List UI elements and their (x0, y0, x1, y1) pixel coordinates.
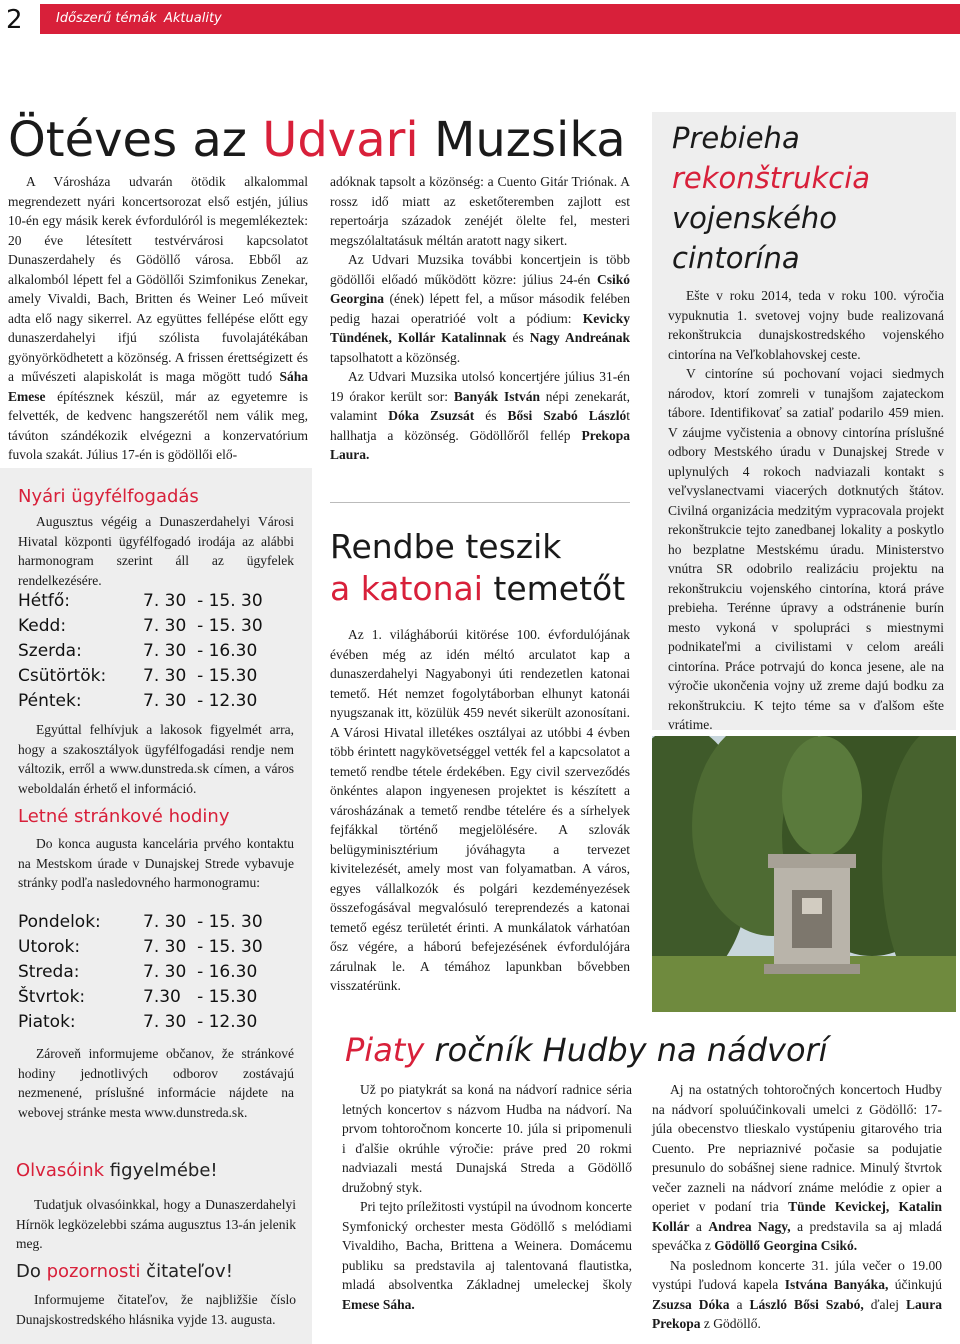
section-header-bar (40, 4, 960, 34)
cemetery-sk-title-2: rekonštrukcia (672, 161, 871, 195)
reader-sk-title-red: pozornosti (46, 1261, 141, 1282)
cemetery-sk-text (668, 286, 944, 735)
reader-sk-text: Informujeme čitateľov, že najbližšie číslo Dunajskostredského hlásnika vyjde 13. augusta. (16, 1292, 296, 1327)
table-row (18, 985, 298, 1010)
time-range: 7. 30 - 12.30 (143, 1012, 258, 1032)
time-range: 7. 30 - 12.30 (143, 691, 258, 711)
time-range: 7. 30 - 15.30 (143, 666, 258, 686)
main-col2-para-a: adóknak tapsolt a közönség: a Cuento Gitár Triónak. A rossz idő miatt az esketőteremben zajlott est repertoárja századok zenéjét ölelte fel, mesteri megszólaltatásuk méltán aratott nagy sikert. (330, 174, 630, 248)
cemetery-sk-title (672, 118, 870, 278)
day-label: Piatok: (18, 1012, 76, 1032)
cemetery-hu-title (330, 526, 625, 610)
reader-hu-text: Tudatjuk olvasóinkkal, hogy a Dunaszerdahelyi Hírnök legközelebbi száma augusztus 13-án jelenik meg. (16, 1197, 296, 1251)
page-number: 2 (6, 5, 23, 35)
cemetery-sk-para-2: V cintoríne sú pochovaní vojaci siedmych národov, ktorí zomreli v tunajšom zajateckom tábore. Identifikovať sa zatiaľ podarilo 459 mien. V záujme vyčistenia a obnovy cintorína príslušné odbory Mestského úradu v Dunajskej Strede v uplynulých 4 rokoch nadviazali kontakt s veľvyslanectvami viacerých dotknutých štátov. Civilná organizácia medzitým vypracovala projekt rekonštrukcie tejto zanedbanej lokality a poskytlo ho bezplatne Mestskému úradu. Ministerstvo vnútra SR odobrilo realizáciu projektu na rekonštrukciu vojenského cintorína, ktorá práve prebieha. Terénne úpravy a odstránenie burín mesto vykoná v spolupráci s miestnymi podnikateľmi a civilistami v celom areáli cintorína. Práce potrvajú do konca jesene, ale na výročie ukončenia vojny už zreme dajú bodku za rekonštrukciu. K tejto téme sa v ďalšom ešte vrátime. (668, 366, 944, 732)
cemetery-photo-image (652, 736, 956, 1012)
cemetery-sk-para-1: Ešte v roku 2014, teda v roku 100. výročia vypuknutia 1. svetovej vojny bude realizovaná rekonštrukcia dunajskostredského vojenského cintorína na Veľkoblahovskej ceste. (668, 288, 944, 362)
table-row (18, 960, 298, 985)
day-label: Pondelok: (18, 912, 101, 932)
time-range: 7.30 - 15.30 (143, 987, 258, 1007)
office-hours-sk-intro: Do konca augusta kancelária prvého kontaktu na Mestskom úrade v Dunajskej Strede vybavuje stránky podľa nasledovného harmonogramu: (18, 836, 294, 890)
main-col1-name: Sáha Emese (8, 369, 308, 404)
reader-sk-title (16, 1261, 233, 1282)
main-title-part2: Udvari (262, 112, 419, 168)
main-col1-text-a: A Városháza udvarán ötödik alkalommal megrendezett nyári koncertsorozat első estjén, július 10-én egy másik kerek évfordulóról is megemlékeztek: 20 éve létesített testvérvárosi kapcsolatot Dunaszerdahely és Gödöllő városa. Ebből az alkalomból lépett fel a Gödöllői Szimfonikus Zenekar, amely Vivaldi, Bach, Britten és Weiner Leó műveit adta elő nagy sikerrel. Az együttes fellépése előtt egy dunaszerdahelyi ifjú szólista fuvolajátékában gyönyörködhetett a közönség. A frissen érettségizett és a művészeti alapiskolát is maga mögött tudó (8, 174, 308, 384)
music-sk-para-a: Už po piatykrát sa koná na nádvorí radnice séria letných koncertov s názvom Hudba na nádvorí. Na prvom tohtoročnom koncerte 10. júla si pripomenuli i ďalšie okrúhle výročie: práve pred 20 rokmi nadviazali mestá Dunajská Streda a Gödöllő družobný styk. (342, 1082, 632, 1195)
reader-hu-title (16, 1160, 218, 1181)
table-row (18, 639, 298, 664)
table-row (18, 910, 298, 935)
table-row (18, 1010, 298, 1035)
section-label-hu: Időszerű témák (56, 11, 157, 26)
main-col2-para-b: Az Udvari Muzsika további koncertjein is több gödöllői előadó működött közre: július 24-én Csikó Georgina (ének) lépett fel, a műsor második felében pedig hazai operatrióé volt a pódium: Kevicky Tündének, Kollár Katalinnak és Nagy Andreának tapsolhatott a közönség. (330, 252, 631, 365)
main-col2-para-c: Az Udvari Muzsika utolsó koncertjére július 31-én 19 órakor került sor: Banyák István népi zenekarát, valamint Dóka Zsuzsát és Bősi Szabó Lászlót hallhatja a közönség. Gödöllőről fellép Prekopa Laura. (330, 369, 630, 462)
music-sk-col1 (342, 1080, 632, 1314)
cemetery-hu-title-rest: temetőt (482, 569, 626, 608)
cemetery-hu-text: Az 1. világháborúi kitörése 100. évfordulójának évében még az idén méltó arculatot kap a dunaszerdahelyi Nagyabonyi úti rendezetlen katonai temető. Hét nemzet fogolytáborban elhunyt katonái nyugszanak itt, közülük 459 nevét sikerült azonosítani. A Városi Hivatal illetékes osztályai az utóbbi 4 évben több érintett nagykövetséggel vették fel a kapcsolatot a temető rendbe tétele érdekében. Egy civil szerveződés önkéntes alapon ingyenesen projektet is készített a városházának a temető rendbe tételére és a sírhelyek fejfákkal történő megjelölésére. A szlovák belügyminisztérium jóváhagyta a tervezet kivitelezését, amely most van folyamatban. A város, egyes vállalkozók és polgári kezdeményezések összefogásával megvalósuló tereprendezés a katonai temető egész területét érinti. A munkálatok várhatóan ősz végére, a háború befejezésének évfordulójára zárulnak le. A témához lapunkban bővebben visszatérünk. (330, 627, 630, 993)
time-range: 7. 30 - 15. 30 (143, 616, 263, 636)
day-label: Csütörtök: (18, 666, 107, 686)
cemetery-hu-title-line1: Rendbe teszik (330, 527, 562, 566)
reader-hu-title-dark: figyelmébe! (104, 1160, 218, 1181)
table-row (18, 664, 298, 689)
table-row (18, 614, 298, 639)
table-row (18, 935, 298, 960)
music-sk-para-b: Pri tejto príležitosti vystúpil na úvodnom koncerte Symfonický orchester mesta Gödöllő s melódiami Vivaldiho, Bacha, Brittena a Weinera. Domácemu publiku sa predstavila aj talentovaná flautistka, mladá absolventka Základnej umeleckej školy Emese Sáha. (342, 1199, 632, 1312)
cemetery-hu-title-red: a katonai (330, 569, 483, 608)
time-range: 7. 30 - 15. 30 (143, 591, 263, 611)
table-row (18, 689, 298, 714)
day-label: Hétfő: (18, 591, 71, 611)
day-label: Streda: (18, 962, 80, 982)
music-sk-title (345, 1028, 828, 1072)
section-label-sk: Aktuality (164, 11, 222, 26)
music-sk-title-rest: ročník Hudby na nádvorí (424, 1031, 828, 1069)
office-hours-hu-intro: Augusztus végéig a Dunaszerdahelyi Városi Hivatal központi ügyfélfogadó irodája az alábbi harmonogram szerint áll az ügyfelek rendelkezésére. (18, 514, 294, 588)
office-hours-sk-table (18, 910, 298, 1035)
section-divider (330, 502, 630, 503)
day-label: Štvrtok: (18, 987, 86, 1007)
reader-sk-title-2: čitateľov! (140, 1261, 233, 1282)
music-sk-title-red: Piaty (345, 1031, 425, 1069)
main-col1-text-b: építésznek készül, már az egyetemre is felvették, de kedvenc hangszerétől nem válik meg, távúton szándékozik elvégezni a konzervatórium fuvola szakát. Július 17-én is gödöllői elő- (8, 388, 308, 462)
main-title-part3: Muzsika (418, 112, 626, 168)
main-article-col2 (330, 172, 630, 465)
office-hours-hu-title: Nyári ügyfélfogadás (18, 486, 199, 507)
main-article-col1 (8, 172, 308, 465)
office-hours-hu-table (18, 589, 298, 714)
time-range: 7. 30 - 15. 30 (143, 912, 263, 932)
cemetery-photo (652, 736, 956, 1012)
main-title-part1: Ötéves az (8, 112, 263, 168)
day-label: Kedd: (18, 616, 67, 636)
office-hours-hu-note: Egyúttal felhívjuk a lakosok figyelmét arra, hogy a szakosztályok ügyfélfogadási rendje nem változik, erről a www.dunstreda.sk címen, a város weboldalán érhető el információ. (18, 722, 294, 796)
day-label: Szerda: (18, 641, 82, 661)
cemetery-sk-title-4: cintorína (672, 241, 800, 275)
music-sk-para-c: Aj na ostatných tohtoročných koncertoch Hudby na nádvorí spoluúčinkovali umelci z Gödöllő: 17- júla obecenstvo tlieskalo vystúpeniu gitarového tria Cuento. Pre nepriaznivé počasie sa podujatie presunulo do sobášnej siene radnice. Minulý štvrtok večer zazneli na nádvorí známe melódie z opier a operiet v podaní tria Tünde Kevickej, Katalin Kollár a Andrea Nagy, a predstavila sa aj mladá speváčka z Gödöllő Georgina Csikó. (652, 1082, 942, 1253)
reader-hu-title-red: Olvasóink (16, 1160, 105, 1181)
office-hours-sk-title: Letné stránkové hodiny (18, 806, 230, 827)
time-range: 7. 30 - 16.30 (143, 641, 258, 661)
music-sk-col2 (652, 1080, 942, 1334)
reader-sk-title-1: Do (16, 1261, 47, 1282)
day-label: Utorok: (18, 937, 81, 957)
music-sk-para-d: Na poslednom koncerte 31. júla večer o 19.00 vystúpi ľudová kapela Istvána Banyáka, účinkujú Zsuzsa Dóka a László Bősi Szabó, ďalej Laura Prekopa z Gödöllő. (652, 1257, 942, 1331)
cemetery-sk-title-1: Prebieha (672, 121, 800, 155)
table-row (18, 589, 298, 614)
time-range: 7. 30 - 16.30 (143, 962, 258, 982)
cemetery-sk-title-3: vojenského (672, 201, 838, 235)
office-hours-sk-note: Zároveň informujeme občanov, že stránkové hodiny jednotlivých odborov zostávajú nezmenené, príslušné informácie nájdete na webovej stránke mesta www.dunstreda.sk. (18, 1046, 294, 1120)
day-label: Péntek: (18, 691, 82, 711)
time-range: 7. 30 - 15. 30 (143, 937, 263, 957)
main-title (8, 110, 626, 170)
